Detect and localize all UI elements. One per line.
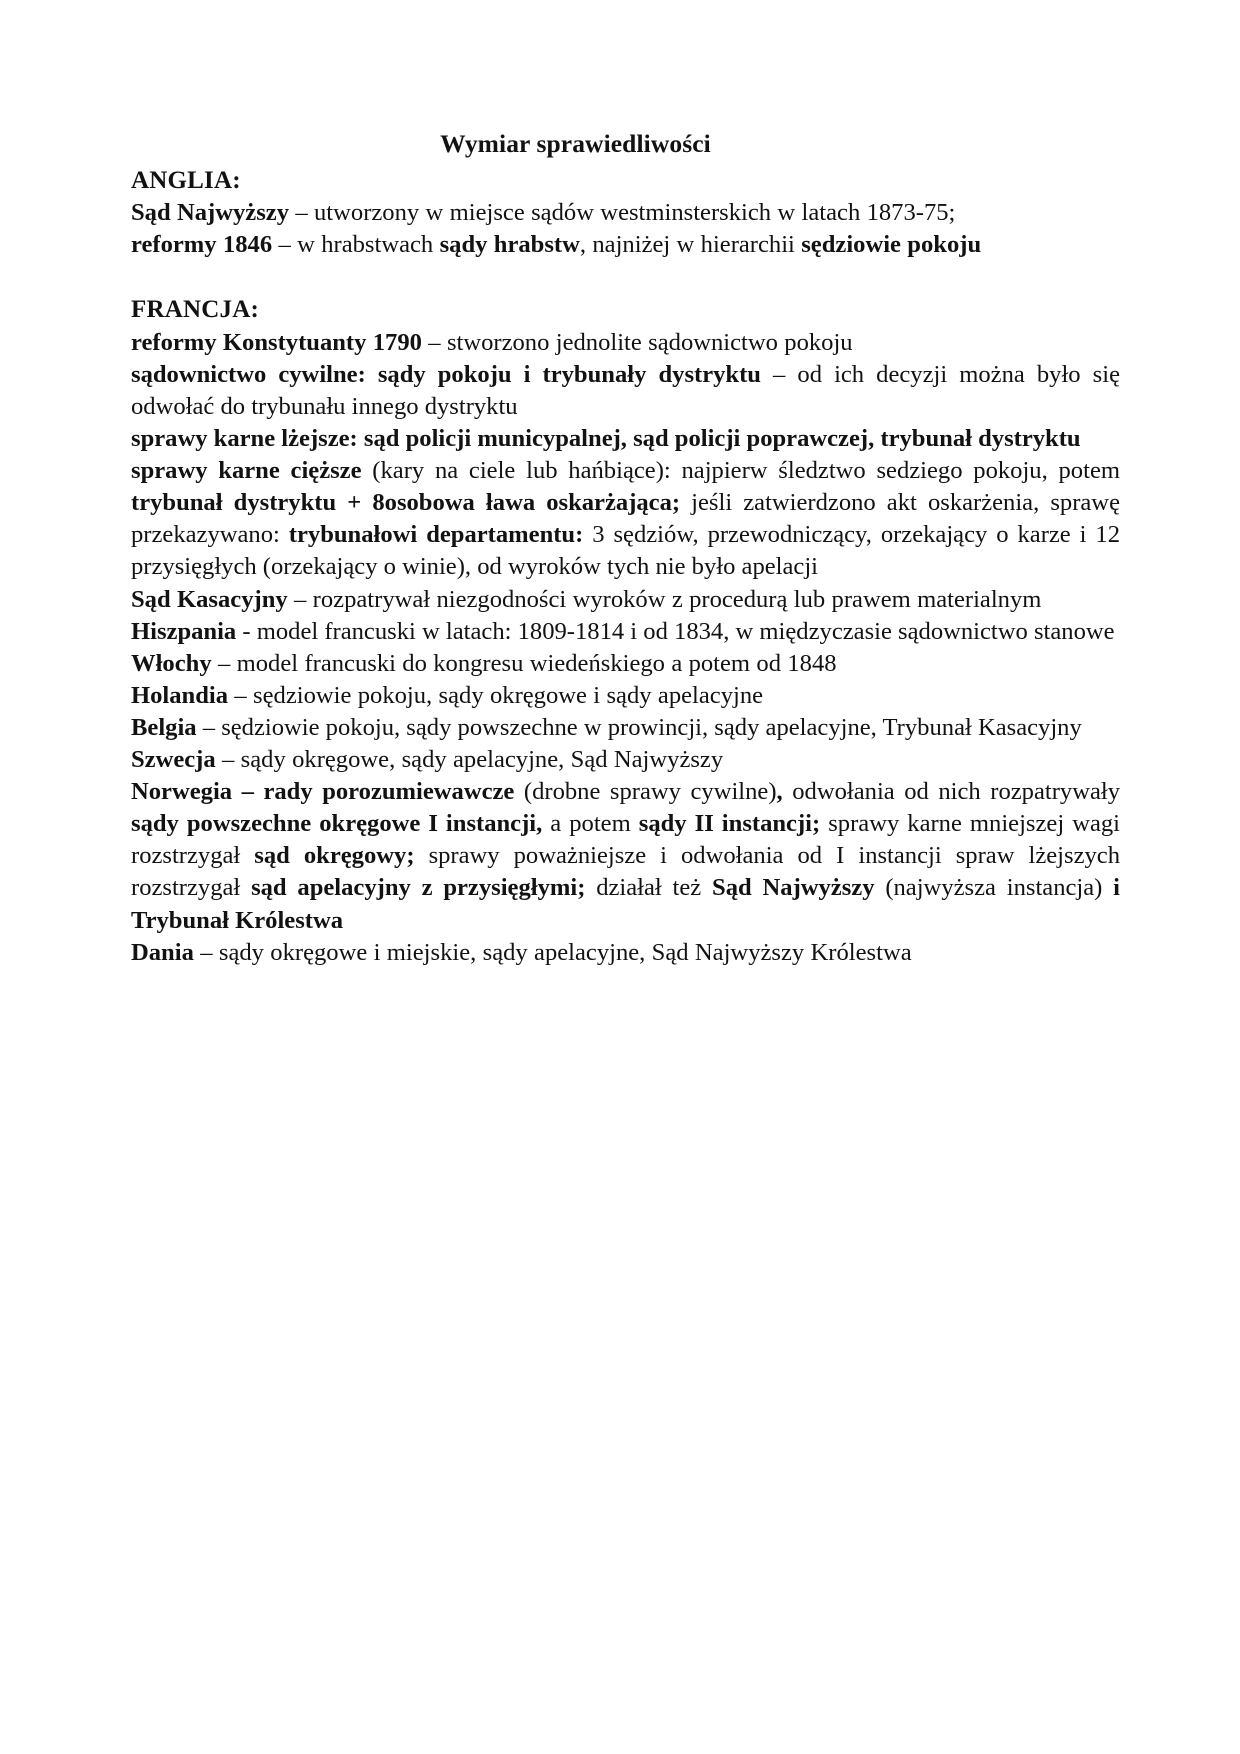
bold-run: sądy powszechne okręgowe I instancji, [131, 810, 543, 838]
paragraph-francja-sad-kasacyjny [131, 584, 1120, 616]
bold-run: Sąd Kasacyjny [131, 585, 288, 613]
paragraph-francja-reformy-konstytuanty [131, 327, 1120, 359]
bold-run: reformy 1846 [131, 231, 273, 259]
bold-run: Norwegia – rady porozumiewawcze [131, 778, 515, 806]
paragraph-anglia-reformy-1846 [131, 229, 1120, 261]
paragraph-anglia-sad-najwyzszy [131, 197, 1120, 229]
bold-run: sądy II instancji; [638, 810, 821, 838]
bold-run: sądownictwo cywilne: sądy pokoju i trybunały dystryktu [131, 360, 761, 388]
bold-run: Hiszpania [131, 617, 237, 645]
bold-run: sędziowie pokoju [801, 231, 982, 259]
bold-run: Szwecja [131, 746, 216, 774]
text-run: – sądy okręgowe i miejskie, sądy apelacyjne, Sąd Najwyższy Królestwa [193, 938, 912, 966]
bold-run: , [776, 778, 783, 806]
bold-run: trybunałowi departamentu: [288, 521, 584, 549]
page-title: Wymiar sprawiedliwości [440, 129, 711, 158]
paragraph-hiszpania [131, 616, 1120, 648]
text-run: – stworzono jednolite sądownictwo pokoju [421, 328, 853, 356]
paragraph-szwecja [131, 744, 1120, 776]
text-run: – rozpatrywał niezgodności wyroków z procedurą lub prawem materialnym [287, 585, 1042, 613]
bold-run: i Trybunał Królestwa [131, 874, 1120, 934]
bold-run: sąd apelacyjny z przysięgłymi; [251, 874, 586, 902]
section-heading: FRANCJA: [131, 296, 259, 324]
text-run: sprawy poważniejsze i odwołania od I instancji spraw lżejszych rozstrzygał [131, 842, 1120, 902]
text-run: a potem [542, 810, 639, 838]
section-gap [131, 261, 1120, 294]
text-run: (drobne sprawy cywilne) [514, 778, 777, 806]
bold-run: sprawy karne cięższe [131, 457, 362, 485]
document-body [131, 165, 1120, 969]
paragraph-norwegia [131, 776, 1120, 936]
text-run: działał też [585, 874, 713, 902]
text-run: jeśli zatwierdzono akt oskarżenia, sprawę przekazywano: [131, 489, 1120, 549]
text-run: – w hrabstwach [272, 231, 440, 259]
bold-run: reformy Konstytuanty 1790 [131, 328, 422, 356]
text-run: 3 sędziów, przewodniczący, orzekający o karze i 12 przysięgłych (orzekający o winie), od wyroków tych nie było apelacji [131, 521, 1121, 581]
text-run: sprawy karne mniejszej wagi rozstrzygał [131, 810, 1121, 870]
text-run: – od ich decyzji można było się odwołać do trybunału innego dystryktu [131, 360, 1120, 420]
bold-run: Dania [131, 938, 194, 966]
text-run: – model francuski do kongresu wiedeńskiego a potem od 1848 [211, 649, 837, 677]
text-run: , najniżej w hierarchii [579, 231, 802, 259]
bold-run: Włochy [131, 649, 212, 677]
bold-run: trybunał dystryktu + 8osobowa ława oskarżająca; [131, 489, 681, 517]
text-run: - model francuski w latach: 1809-1814 i od 1834, w międzyczasie sądownictwo stanowe [236, 617, 1115, 645]
bold-run: Holandia [131, 681, 229, 709]
text-run: – utworzony w miejsce sądów westminsterskich w latach 1873-75; [289, 199, 956, 227]
paragraph-dania [131, 937, 1120, 969]
paragraph-francja-sprawy-karne-lzejsze [131, 423, 1120, 455]
paragraph-francja-sprawy-karne-ciezsze [131, 455, 1120, 583]
paragraph-francja-sadownictwo-cywilne [131, 359, 1120, 423]
bold-run: Sąd Najwyższy [131, 199, 290, 227]
text-run: – sądy okręgowe, sądy apelacyjne, Sąd Najwyższy [215, 746, 724, 774]
paragraph-belgia [131, 712, 1120, 744]
paragraph-holandia [131, 680, 1120, 712]
bold-run: Belgia [131, 713, 197, 741]
text-run: odwołania od nich rozpatrywały [782, 778, 1121, 806]
text-run: – sędziowie pokoju, sądy okręgowe i sądy apelacyjne [228, 681, 764, 709]
bold-run: sąd okręgowy; [254, 842, 415, 870]
text-run: – sędziowie pokoju, sądy powszechne w prowincji, sądy apelacyjne, Trybunał Kasacyjny [196, 713, 1082, 741]
paragraph-wlochy [131, 648, 1120, 680]
bold-run: sprawy karne lżejsze: sąd policji municypalnej, sąd policji poprawczej, trybunał dystryktu [131, 425, 1081, 453]
text-run: (najwyższa instancja) [874, 874, 1114, 902]
bold-run: Sąd Najwyższy [712, 874, 875, 902]
section-heading: ANGLIA: [131, 166, 241, 194]
text-run: (kary na ciele lub hańbiące): najpierw śledztwo sedziego pokoju, potem [361, 457, 1120, 485]
bold-run: sądy hrabstw [439, 231, 580, 259]
